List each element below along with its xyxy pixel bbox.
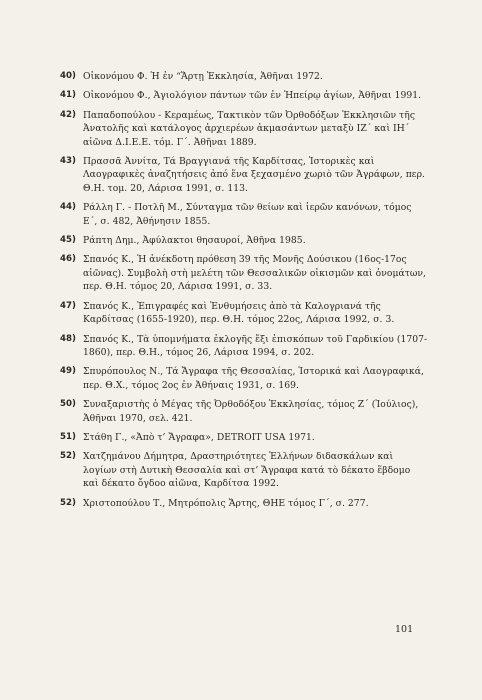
reference-number: 52) [60,451,76,462]
reference-number: 52) [60,497,76,508]
reference-item [60,300,428,327]
reference-item [60,155,428,195]
reference-item [60,70,428,83]
reference-text: Σπανός Κ., Τὰ ὑπομνήματα ἐκλογῆς ἔξι ἐπισκόπων τοῦ Γαρδικίου (1707-1860), περ. Θ.Η., τόμος 26, Λάρισα 1994, σ. 202. [83,333,428,358]
reference-number: 40) [60,71,76,81]
reference-text: Ράλλη Γ. - Ποτλῆ Μ., Σύνταγμα τῶν θείων καὶ ἱερῶν κανόνων, τόμος Ε΄, σ. 482, Ἀθήνησιν 1855. [83,202,412,227]
reference-text: Οἰκονόμου Φ. Ἡ ἐν “Ἄρτῃ Ἐκκλησία, Ἀθῆναι 1972. [83,71,323,82]
reference-item [60,109,428,149]
reference-text: Σπανός Κ., Ἡ ἀνέκδοτη πρόθεση 39 τῆς Μονῆς Δούσικου (16ος-17ος αἰῶνας). Συμβολὴ στὴ μελέτη τῶν Θεσσαλικῶν οἰκισμῶν καὶ ὀνομάτων, περ. Θ.Η. τόμος 20, Λάρισα 1991, σ. 33. [83,254,427,293]
reference-number: 49) [60,366,76,377]
reference-number: 46) [60,254,76,265]
reference-item [60,234,428,247]
reference-text: Σπανός Κ., Ἐπιγραφές καὶ Ἐνθυμήσεις ἀπὸ τὰ Καλογριανά τῆς Καρδίτσας (1655-1920), περ. Θ.Η. τόμος 22ος, Λάρισα 1992, σ. 3. [83,300,395,326]
reference-number: 41) [60,90,76,101]
reference-number: 42) [60,109,76,120]
reference-item [60,398,428,425]
reference-item [60,253,428,293]
page-number: 101 [395,624,414,635]
reference-item [60,497,428,510]
reference-number: 44) [60,202,76,213]
reference-number: 48) [60,333,76,344]
reference-item [60,431,428,444]
reference-item [60,333,428,360]
reference-text: Ράπτη Δημ., Ἀφύλακτοι θησαυροί, Ἀθῆνα 1985. [83,235,306,247]
reference-item [60,365,428,392]
reference-number: 51) [60,431,76,442]
reference-text: Πρασσᾶ Ἀννίτα, Τά Βραγγιανά τῆς Καρδίτσας, Ἱστορικὲς καὶ Λαογραφικὲς ἀναζητήσεις ἀπό ἕνα ξεχασμένο χωριὸ τῶν Ἀγράφων, περ. Θ.Η. τομ. 20, Λάρισα 1991, σ. 113. [83,156,426,194]
reference-number: 50) [60,399,76,410]
reference-list [60,70,428,516]
reference-number: 43) [60,156,76,167]
reference-text: Χριστοπούλου Τ., Μητρόπολις Ἄρτης, ΘΗΕ τόμος Γ΄, σ. 277. [83,497,369,509]
reference-item [60,450,428,490]
reference-text: Συναξαριστὴς ὁ Μέγας τῆς Ὀρθοδόξου Ἐκκλησίας, τόμος Ζ΄ (Ἰούλιος), Ἀθῆναι 1970, σελ. 421. [83,399,419,424]
reference-text: Παπαδοπούλου - Κεραμέως, Τακτικὸν τῶν Ὀρθοδόξων Ἐκκλησιῶν τῆς Ἀνατολῆς καὶ κατάλογος ἀρχιερέων ἀκμασάντων μεταξὺ ΙΖ΄ καὶ ΙΗ΄ αἰῶνα Δ.Ι.Ε.Ε. τόμ. Γ΄. Ἀθῆναι 1889. [83,109,416,148]
reference-number: 45) [60,235,76,246]
reference-text: Οἰκονόμου Φ., Ἁγιολόγιον πάντων τῶν ἐν Ἠπείρῳ ἁγίων, Ἀθῆναι 1991. [83,90,422,102]
reference-text: Χατζημάνου Δήμητρα, Δραστηριότητες Ἑλλήνων διδασκάλων καὶ λογίων στὴ Δυτικὴ Θεσσαλία καὶ στ’ Ἄγραφα κατά τὸ δέκατο ἕβδομο καὶ δέκατο ὄγδοο αἰῶνα, Καρδίτσα 1992. [83,451,411,490]
reference-number: 47) [60,300,76,311]
reference-item [60,201,428,228]
reference-item [60,89,428,102]
reference-text: Σπυρόπουλος Ν., Τά Ἄγραφα τῆς Θεσσαλίας, Ἱστορικά καὶ Λαογραφικά, περ. Θ.Χ., τόμος 2ος ἐν Ἀθήναις 1931, σ. 169. [83,366,424,391]
reference-text: Στάθη Γ., «Ἀπὸ τ’ Ἄγραφα», DETROIT USA 1971. [83,431,315,443]
